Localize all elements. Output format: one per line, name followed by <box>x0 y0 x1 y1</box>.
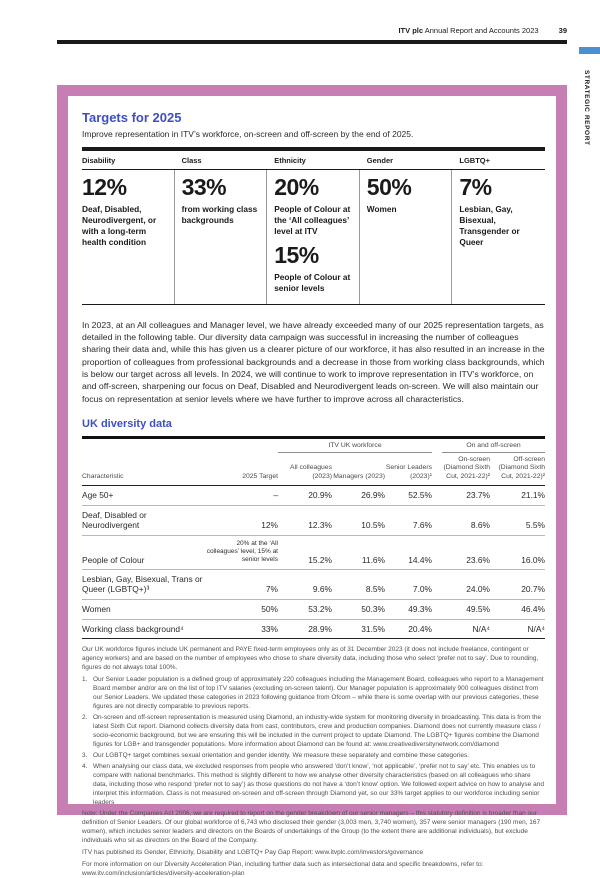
companies-act-note: Note: Under the Companies Act 2006, we are required to report on the gender breakdown of our senior managers – this statutory definition is broader than our definition of Senior Leaders. Of our global workforce of 6,743 who disclosed their gender (3,003 men, 3,740 women), 357 were senior managers (190 men, 167 women), which includes senior leaders and directors on the Boards of undertakings of the Group (to the extent there are additional individuals), but exclude individuals who sit as directors on the Board of the Company. <box>82 809 541 844</box>
senior-leaders-cell: 7.6% <box>385 505 432 535</box>
senior-leaders-cell: 7.0% <box>385 570 432 600</box>
section-tab-marker <box>579 47 600 54</box>
on-screen-cell: 23.7% <box>432 486 490 506</box>
table-row-women <box>82 600 545 620</box>
target-value: 33% <box>181 174 227 200</box>
on-screen-cell: N/A⁴ <box>432 619 490 639</box>
footnote-number: 1. <box>82 676 88 684</box>
target-card-lgbtq <box>452 170 545 304</box>
senior-leaders-cell: 52.5% <box>385 486 432 506</box>
col-2025-target: 2025 Target <box>206 453 278 486</box>
characteristic-cell: Lesbian, Gay, Bisexual, Trans or Queer (LGBTQ+)³ <box>82 570 206 600</box>
managers-cell: 50.3% <box>332 600 385 620</box>
on-screen-cell: 24.0% <box>432 570 490 600</box>
targets-header-row <box>82 151 545 170</box>
on-screen-cell: 23.6% <box>432 535 490 570</box>
characteristic-cell: Working class background⁴ <box>82 619 206 639</box>
footnote-number: 4. <box>82 762 88 770</box>
target-category-lgbtq: LGBTQ+ <box>459 156 491 165</box>
target-label: Women <box>366 204 397 215</box>
footnote-text: When analysing our class data, we excluded responses from people who answered ‘don’t know’, ‘not applicable’, ‘prefer not to say’ etc. This enables us to compare with national benchmarks. This method is slightly different to how we analyse other diversity characteristics (based on all colleagues who share data, including those who respond ‘prefer not to say’) as those questions do not have a ‘don’t know’ option. We followed expert advice on how to analyse and interpret this information. Class is not measured on-screen and off-screen through Diamond yet, so our 33% target applies to our workforce including senior leaders <box>93 762 544 806</box>
senior-leaders-cell: 49.3% <box>385 600 432 620</box>
targets-subtitle: Improve representation in ITV’s workforce, on-screen and off-screen by the end of 2025. <box>82 129 414 139</box>
target-label: from working class backgrounds <box>181 204 258 226</box>
target-label: People of Colour at the ‘All colleagues’ level at ITV <box>274 204 351 236</box>
table-group-header-row <box>82 437 545 453</box>
table-row-working-class <box>82 619 545 639</box>
header-rule <box>57 40 567 44</box>
off-screen-cell: 21.1% <box>490 486 545 506</box>
target-card-gender <box>360 170 453 304</box>
off-screen-cell: 5.5% <box>490 505 545 535</box>
target-card-ethnicity <box>267 170 360 304</box>
target-category-ethnicity: Ethnicity <box>274 156 306 165</box>
col-on-screen: On-screen (Diamond Sixth Cut, 2021-22)² <box>432 453 490 486</box>
all-colleagues-cell: 20.9% <box>278 486 332 506</box>
col-all-colleagues: All colleagues (2023) <box>278 453 332 486</box>
targets-title: Targets for 2025 <box>82 110 182 125</box>
off-screen-cell: 46.4% <box>490 600 545 620</box>
off-screen-cell: 16.0% <box>490 535 545 570</box>
characteristic-cell: People of Colour <box>82 535 206 570</box>
characteristic-cell: Women <box>82 600 206 620</box>
target-label: Lesbian, Gay, Bisexual, Transgender or Queer <box>459 204 520 247</box>
table-row-lgbtq <box>82 570 545 600</box>
target-category-gender: Gender <box>366 156 394 165</box>
target-cell: 7% <box>206 570 278 600</box>
all-colleagues-cell: 53.2% <box>278 600 332 620</box>
target-cell: 50% <box>206 600 278 620</box>
table-row-ethnicity <box>82 535 545 570</box>
target-value-secondary: 15% <box>274 241 319 268</box>
senior-leaders-cell: 14.4% <box>385 535 432 570</box>
off-screen-cell: N/A⁴ <box>490 619 545 639</box>
characteristic-cell: Age 50+ <box>82 486 206 506</box>
on-screen-cell: 49.5% <box>432 600 490 620</box>
report-brand: ITV plc <box>398 26 424 35</box>
targets-feature-box <box>57 85 567 877</box>
all-colleagues-cell: 15.2% <box>278 535 332 570</box>
target-cell: 20% at the ‘All colleagues’ level, 15% at senior levels <box>206 535 278 570</box>
uk-diversity-table <box>82 436 545 639</box>
off-screen-cell: 20.7% <box>490 570 545 600</box>
footnote-4 <box>82 763 545 808</box>
target-cell: 33% <box>206 619 278 639</box>
page-number: 39 <box>558 26 567 35</box>
col-senior-leaders: Senior Leaders (2023)¹ <box>385 453 432 486</box>
managers-cell: 10.5% <box>332 505 385 535</box>
footnote-1 <box>82 676 545 712</box>
footnote-text: Our LGBTQ+ target combines sexual orientation and gender identity. We measure these separately and combine these categories. <box>93 751 470 759</box>
section-tab-label: STRATEGIC REPORT <box>583 70 590 146</box>
group-header-spacer <box>82 437 278 453</box>
table-row-age <box>82 486 545 506</box>
target-value: 7% <box>459 174 492 200</box>
on-screen-cell: 8.6% <box>432 505 490 535</box>
footnote-number: 3. <box>82 751 88 759</box>
all-colleagues-cell: 9.6% <box>278 570 332 600</box>
group-header-workforce: ITV UK workforce <box>278 442 432 453</box>
target-label-secondary: People of Colour at senior levels <box>274 271 351 293</box>
col-characteristic: Characteristic <box>82 453 206 486</box>
target-label: Deaf, Disabled, Neurodivergent, or with a long-term health condition <box>82 204 157 247</box>
target-value: 12% <box>82 174 127 200</box>
all-colleagues-cell: 12.3% <box>278 505 332 535</box>
characteristic-cell: Deaf, Disabled or Neurodivergent <box>82 505 206 535</box>
pay-gap-report-line: ITV has published its Gender, Ethnicity, Disability and LGBTQ+ Pay Gap Report: www.itvplc.com/investors/governance <box>82 848 424 856</box>
target-card-disability <box>82 170 175 304</box>
target-value: 20% <box>274 174 319 200</box>
col-managers: Managers (2023) <box>332 453 385 486</box>
target-category-disability: Disability <box>82 156 116 165</box>
table-row-disability <box>82 505 545 535</box>
group-header-screen: On and off-screen <box>442 442 545 453</box>
footnote-text: On-screen and off-screen representation is measured using Diamond, an industry-wide system for monitoring diversity in broadcasting. This data is from the latest Sixth Cut report. Diamond collects diversity data from cast, contributors, crew and production companies. Diamond does not currently measure class / socio-economic background, but we are ensuring this will be included in the current project to update Diamond. The LGBTQ+ figures combine the Diamond figures for LGB+ and transgender populations. More information about Diamond can be found at: www.creativediversitynetwork.com/diamond <box>93 714 542 748</box>
footnote-number: 2. <box>82 714 88 721</box>
col-off-screen: Off-screen (Diamond Sixth Cut, 2021-22)² <box>490 453 545 486</box>
targets-table <box>82 147 545 305</box>
footnote-text: Our Senior Leader population is a defined group of approximately 220 colleagues including the Management Board, colleagues who report to a Management Board member and/or are on the list of top ITV salaries (excluding on-screen talent). Our Manager population is approximately 900 colleagues distinct from our Senior Leaders. We updated these categories in 2023 following guidance from Ofcom – while there is some overlap with our previous categories, these figures are not directly comparable to previous reports. <box>93 676 544 711</box>
managers-cell: 11.6% <box>332 535 385 570</box>
target-cell: 12% <box>206 505 278 535</box>
managers-cell: 26.9% <box>332 486 385 506</box>
all-colleagues-cell: 28.9% <box>278 619 332 639</box>
footnote-3 <box>82 752 545 761</box>
managers-cell: 31.5% <box>332 619 385 639</box>
footnote-2 <box>82 714 545 750</box>
uk-diversity-data-title: UK diversity data <box>82 417 172 430</box>
targets-values-row <box>82 170 545 305</box>
footnote-intro: Our UK workforce figures include UK permanent and PAYE fixed-term employees only as of 31 December 2023 (it does not include freelance, contingent or agency workers) and are based on the number of employees who chose to share diversity data, including those who select ‘prefer not to say’. Due to rounding, figures do not always total 100%. <box>82 646 539 672</box>
managers-cell: 8.5% <box>332 570 385 600</box>
target-card-class <box>175 170 268 304</box>
report-title: Annual Report and Accounts 2023 <box>424 26 539 35</box>
table-column-header-row <box>82 453 545 486</box>
target-category-class: Class <box>181 156 202 165</box>
more-info-line: For more information on our Diversity Acceleration Plan, including further data such as intersectional data and specific breakdowns, refer to: www.itv.com/inclusion/articles/diversity-acceleration-plan <box>82 860 484 877</box>
page-header <box>398 26 567 35</box>
footnotes <box>82 646 545 878</box>
senior-leaders-cell: 20.4% <box>385 619 432 639</box>
target-value: 50% <box>366 174 412 200</box>
body-paragraph: In 2023, at an All colleagues and Manager level, we have already exceeded many of our 2025 representation targets, as detailed in the following table. Our diversity data campaign was successful in increasing the number of colleagues sharing their data and, while this has given us a clearer picture of our workforce, it has also resulted in an increase in the proportion of colleagues from professional backgrounds and a decrease in those from working class backgrounds, which is below our target across all levels. In 2024, we will continue to work to improve representation in ITV’s workforce, on and off-screen, sharpening our focus on Deaf, Disabled and Neurodivergent leads on-screen. We will also maintain our focus on representation at senior levels where we have further to improve across all characteristics. <box>82 319 545 404</box>
target-cell: – <box>206 486 278 506</box>
